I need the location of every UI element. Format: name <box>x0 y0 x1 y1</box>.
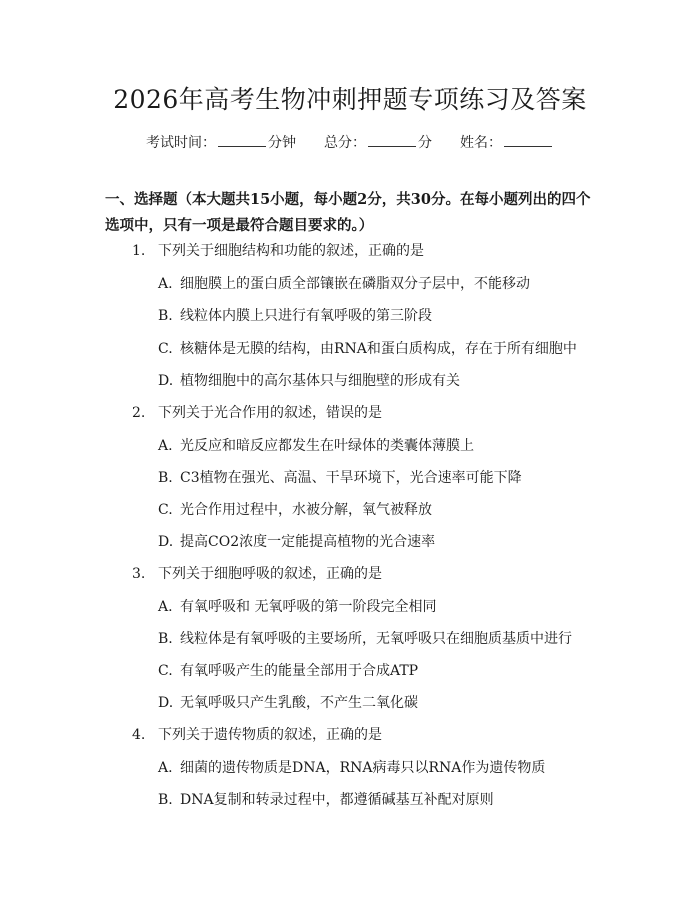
option-letter: A. <box>158 599 173 615</box>
option-letter: D. <box>158 373 174 389</box>
option-text: 细胞膜上的蛋白质全部镶嵌在磷脂双分子层中，不能移动 <box>180 276 530 292</box>
option-text: 光反应和暗反应都发生在叶绿体的类囊体薄膜上 <box>180 438 474 454</box>
option-item <box>158 370 460 390</box>
question-text: 下列关于遗传物质的叙述，正确的是 <box>158 727 382 743</box>
question-stem <box>132 724 382 744</box>
option-text: 有氧呼吸和 无氧呼吸的第一阶段完全相同 <box>180 599 437 615</box>
student-name-label: 姓名： <box>460 135 502 151</box>
option-item <box>158 467 522 487</box>
option-item <box>158 273 530 293</box>
total-score-blank <box>368 134 416 147</box>
option-text: DNA复制和转录过程中，都遵循碱基互补配对原则 <box>180 792 494 808</box>
option-letter: D. <box>158 695 174 711</box>
option-letter: A. <box>158 760 173 776</box>
option-item <box>158 660 418 680</box>
student-name-blank <box>504 134 552 147</box>
option-item <box>158 692 418 712</box>
question-number: 4. <box>132 727 146 743</box>
exam-time-blank <box>218 134 266 147</box>
option-text: C3植物在强光、高温、干旱环境下，光合速率可能下降 <box>180 470 522 486</box>
section-header: 一、选择题（本大题共15小题，每小题2分，共30分。在每小题列出的四个选项中，只有一项是最符合题目要求的。） <box>105 191 591 234</box>
question-number: 3. <box>132 566 146 582</box>
option-letter: B. <box>158 308 173 324</box>
option-letter: C. <box>158 502 173 518</box>
option-item <box>158 305 432 325</box>
exam-time-label: 考试时间： <box>146 135 216 151</box>
option-letter: D. <box>158 534 174 550</box>
page-title: 2026年高考生物冲刺押题专项练习及答案 <box>113 85 587 114</box>
exam-time <box>146 132 296 152</box>
option-item <box>158 596 436 616</box>
option-text: 线粒体内膜上只进行有氧呼吸的第三阶段 <box>180 308 432 324</box>
option-text: 有氧呼吸产生的能量全部用于合成ATP <box>180 663 419 679</box>
question-stem <box>132 563 382 583</box>
option-text: 无氧呼吸只产生乳酸，不产生二氧化碳 <box>180 695 418 711</box>
total-score <box>324 132 432 152</box>
question-number: 1. <box>132 243 146 259</box>
total-score-unit: 分 <box>418 135 432 151</box>
exam-meta <box>0 132 700 152</box>
question-text: 下列关于细胞结构和功能的叙述，正确的是 <box>158 243 424 259</box>
option-text: 细菌的遗传物质是DNA，RNA病毒只以RNA作为遗传物质 <box>180 760 546 776</box>
question-number: 2. <box>132 405 146 421</box>
student-name <box>460 132 554 152</box>
option-letter: B. <box>158 792 173 808</box>
question-text: 下列关于光合作用的叙述，错误的是 <box>158 405 382 421</box>
option-letter: B. <box>158 470 173 486</box>
option-letter: A. <box>158 438 173 454</box>
option-item <box>158 338 577 358</box>
question-stem <box>132 240 424 260</box>
option-letter: A. <box>158 276 173 292</box>
option-text: 线粒体是有氧呼吸的主要场所，无氧呼吸只在细胞质基质中进行 <box>180 631 572 647</box>
total-score-label: 总分： <box>324 135 366 151</box>
option-text: 光合作用过程中，水被分解，氧气被释放 <box>180 502 432 518</box>
option-item <box>158 628 572 648</box>
option-item <box>158 789 494 809</box>
option-text: 植物细胞中的高尔基体只与细胞壁的形成有关 <box>180 373 460 389</box>
option-item <box>158 757 545 777</box>
option-item <box>158 531 435 551</box>
option-text: 核糖体是无膜的结构，由RNA和蛋白质构成，存在于所有细胞中 <box>180 341 577 357</box>
exam-time-unit: 分钟 <box>268 135 296 151</box>
option-item <box>158 499 432 519</box>
question-text: 下列关于细胞呼吸的叙述，正确的是 <box>158 566 382 582</box>
option-letter: B. <box>158 631 173 647</box>
option-item <box>158 435 474 455</box>
option-letter: C. <box>158 341 173 357</box>
option-letter: C. <box>158 663 173 679</box>
option-text: 提高CO2浓度一定能提高植物的光合速率 <box>180 534 436 550</box>
question-stem <box>132 402 382 422</box>
